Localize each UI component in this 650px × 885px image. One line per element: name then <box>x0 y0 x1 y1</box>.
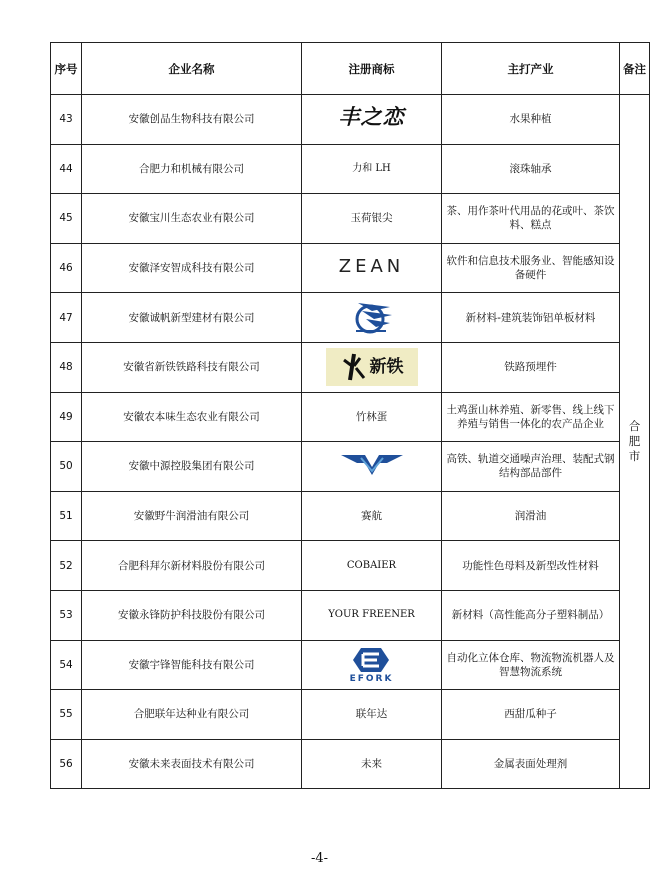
industry: 自动化立体仓库、物流物流机器人及智慧物流系统 <box>442 640 620 690</box>
company-name: 合肥科拜尔新材料股份有限公司 <box>82 541 302 591</box>
xintie-logo-text: 新铁 <box>369 357 404 378</box>
enterprise-table <box>50 42 650 789</box>
remark-char: 肥 <box>628 434 641 449</box>
industry: 茶、用作茶叶代用品的花或叶、茶饮料、糕点 <box>442 194 620 244</box>
chengfan-logo-icon <box>350 297 394 335</box>
company-name: 安徽宝川生态农业有限公司 <box>82 194 302 244</box>
trademark-logo <box>302 95 442 145</box>
industry: 滚珠轴承 <box>442 144 620 194</box>
xintie-logo <box>326 348 418 386</box>
remark-text <box>622 419 647 464</box>
row-no: 50 <box>51 442 82 492</box>
row-no: 53 <box>51 590 82 640</box>
row-no: 46 <box>51 243 82 293</box>
xintie-mark-icon <box>340 352 366 382</box>
industry: 水果种植 <box>442 95 620 145</box>
table-row <box>51 293 650 343</box>
company-name: 安徽泽安智成科技有限公司 <box>82 243 302 293</box>
table-row <box>51 144 650 194</box>
trademark-text: YOUR FREENER <box>302 590 442 640</box>
industry: 润滑油 <box>442 491 620 541</box>
industry: 功能性色母料及新型改性材料 <box>442 541 620 591</box>
row-no: 45 <box>51 194 82 244</box>
trademark-logo <box>302 640 442 690</box>
row-no: 49 <box>51 392 82 442</box>
company-name: 安徽农本味生态农业有限公司 <box>82 392 302 442</box>
table-row <box>51 442 650 492</box>
table-header-row <box>51 43 650 95</box>
efork-mark-icon <box>351 646 391 674</box>
row-no: 48 <box>51 342 82 392</box>
efork-logo <box>350 646 394 684</box>
trademark-text: 联年达 <box>302 690 442 740</box>
trademark-logo <box>302 442 442 492</box>
company-name: 安徽野牛润滑油有限公司 <box>82 491 302 541</box>
row-no: 44 <box>51 144 82 194</box>
row-no: 52 <box>51 541 82 591</box>
company-name: 合肥联年达种业有限公司 <box>82 690 302 740</box>
header-company: 企业名称 <box>82 43 302 95</box>
row-no: 43 <box>51 95 82 145</box>
remark-char: 市 <box>628 449 641 464</box>
industry: 高铁、轨道交通噪声治理、装配式钢结构部品部件 <box>442 442 620 492</box>
trademark-text: 力和 LH <box>302 144 442 194</box>
trademark-text: 未来 <box>302 739 442 789</box>
industry: 西甜瓜种子 <box>442 690 620 740</box>
table-row <box>51 194 650 244</box>
trademark-text: COBAIER <box>302 541 442 591</box>
table-row <box>51 243 650 293</box>
table-row <box>51 392 650 442</box>
company-name: 安徽诚帆新型建材有限公司 <box>82 293 302 343</box>
table-row <box>51 541 650 591</box>
row-no: 56 <box>51 739 82 789</box>
table-row <box>51 590 650 640</box>
remark-char: 合 <box>628 419 641 434</box>
industry: 软件和信息技术服务业、智能感知设备硬件 <box>442 243 620 293</box>
industry: 新材料-建筑装饰铝单板材料 <box>442 293 620 343</box>
trademark-logo <box>302 243 442 293</box>
header-trademark: 注册商标 <box>302 43 442 95</box>
industry: 土鸡蛋山林养殖、新零售、线上线下养殖与销售一体化的农产品企业 <box>442 392 620 442</box>
trademark-logo <box>302 342 442 392</box>
company-name: 安徽中源控股集团有限公司 <box>82 442 302 492</box>
row-no: 54 <box>51 640 82 690</box>
table-row <box>51 739 650 789</box>
table-row <box>51 95 650 145</box>
zean-logo: ZEAN <box>338 256 405 278</box>
trademark-text: 竹林蛋 <box>302 392 442 442</box>
company-name: 合肥力和机械有限公司 <box>82 144 302 194</box>
efork-logo-text: EFORK <box>349 673 394 684</box>
trademark-text: 赛航 <box>302 491 442 541</box>
table-row <box>51 640 650 690</box>
header-no: 序号 <box>51 43 82 95</box>
company-name: 安徽未来表面技术有限公司 <box>82 739 302 789</box>
row-no: 47 <box>51 293 82 343</box>
remark-cell <box>620 95 650 789</box>
company-name: 安徽省新铁铁路科技有限公司 <box>82 342 302 392</box>
page-number: -4- <box>310 851 329 866</box>
company-name: 安徽创品生物科技有限公司 <box>82 95 302 145</box>
table-row <box>51 690 650 740</box>
header-industry: 主打产业 <box>442 43 620 95</box>
table-row <box>51 491 650 541</box>
trademark-text: 玉荷银尖 <box>302 194 442 244</box>
industry: 新材料（高性能高分子塑料制品） <box>442 590 620 640</box>
row-no: 55 <box>51 690 82 740</box>
table-row <box>51 342 650 392</box>
company-name: 安徽宇锋智能科技有限公司 <box>82 640 302 690</box>
zhongyuan-logo-icon <box>339 451 405 477</box>
trademark-logo <box>302 293 442 343</box>
fengzhilian-logo: 丰之恋 <box>338 104 405 130</box>
industry: 金属表面处理剂 <box>442 739 620 789</box>
industry: 铁路预埋件 <box>442 342 620 392</box>
company-name: 安徽永锋防护科技股份有限公司 <box>82 590 302 640</box>
header-remark: 备注 <box>620 43 650 95</box>
row-no: 51 <box>51 491 82 541</box>
